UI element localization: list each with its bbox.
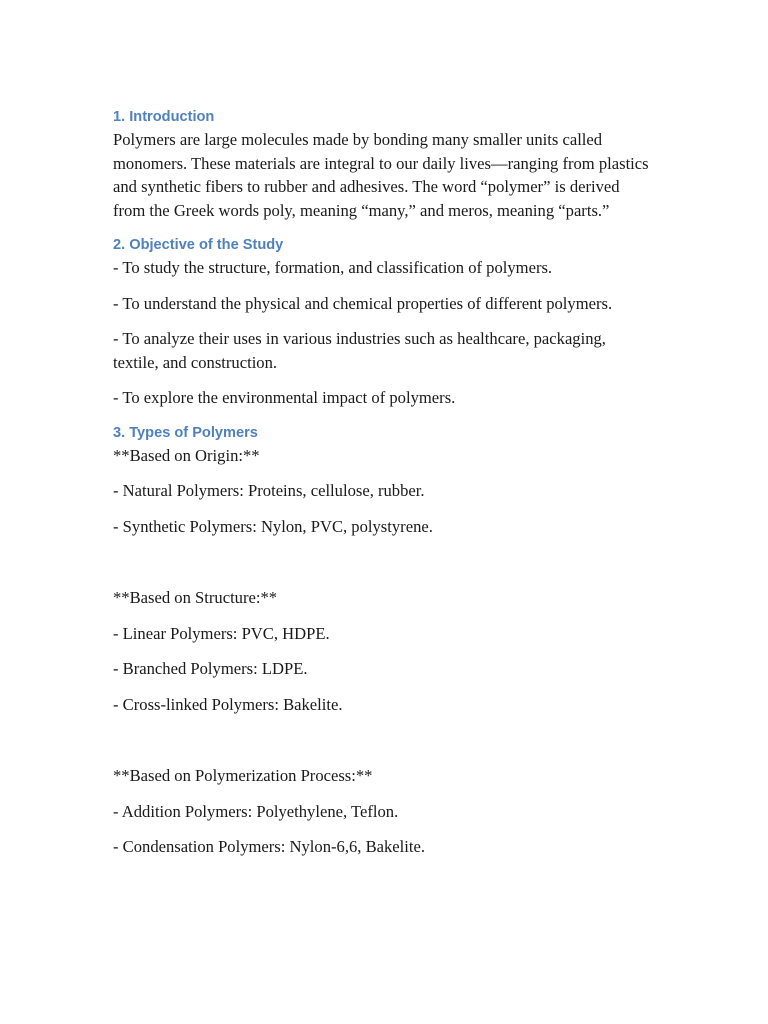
document-page <box>113 106 653 871</box>
group-title-process: **Based on Polymerization Process:** <box>113 766 373 785</box>
group-title-structure: **Based on Structure:** <box>113 588 278 607</box>
type-item: - Synthetic Polymers: Nylon, PVC, polystyrene. <box>113 516 433 536</box>
objective-item: - To explore the environmental impact of polymers. <box>113 388 456 407</box>
type-item: - Addition Polymers: Polyethylene, Teflon. <box>113 801 399 821</box>
objective-item: - To analyze their uses in various industries such as healthcare, packaging, textile, and construction. <box>113 329 606 372</box>
introduction-paragraph: Polymers are large molecules made by bonding many smaller units called monomers. These materials are integral to our daily lives—ranging from plastics and synthetic fibers to rubber and adhesives. The word “polymer” is derived from the Greek words poly, meaning “many,” and meros, meaning “parts.” <box>113 130 649 220</box>
objective-item: - To understand the physical and chemical properties of different polymers. <box>113 293 613 313</box>
type-item: - Branched Polymers: LDPE. <box>113 659 308 678</box>
section-heading-types: 3. Types of Polymers <box>113 424 258 441</box>
section-heading-introduction: 1. Introduction <box>113 109 215 125</box>
type-item: - Natural Polymers: Proteins, cellulose, rubber. <box>113 481 425 500</box>
group-title-origin: **Based on Origin:** <box>113 445 260 465</box>
type-item: - Cross-linked Polymers: Bakelite. <box>113 694 343 714</box>
objective-item: - To study the structure, formation, and classification of polymers. <box>113 258 553 277</box>
section-heading-objective: 2. Objective of the Study <box>113 237 284 253</box>
type-item: - Linear Polymers: PVC, HDPE. <box>113 623 330 643</box>
type-item: - Condensation Polymers: Nylon-6,6, Bakelite. <box>113 837 426 856</box>
